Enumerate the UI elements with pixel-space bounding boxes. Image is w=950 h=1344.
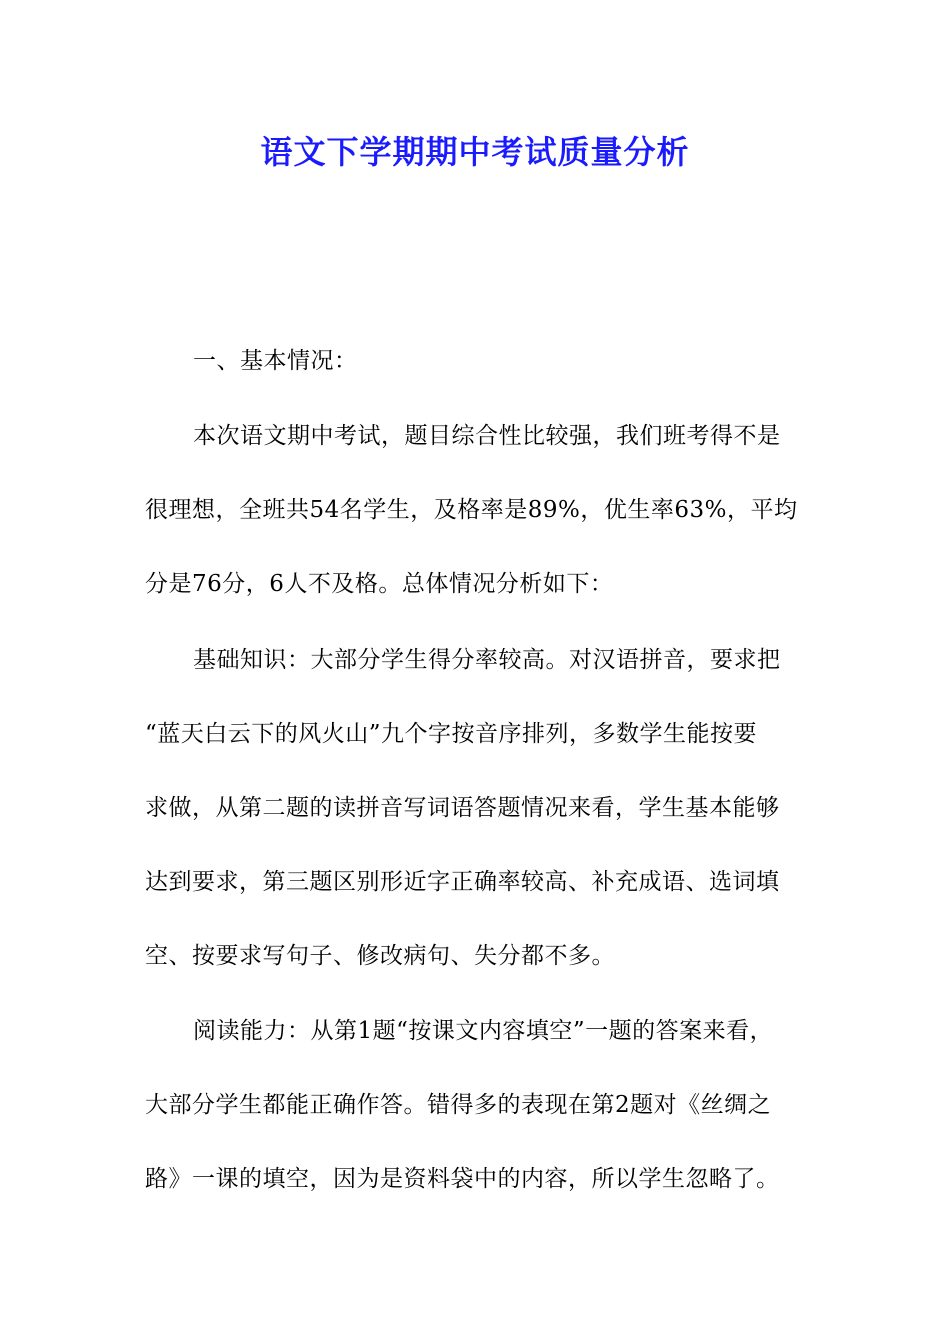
paragraph-line: “蓝天白云下的风火山”九个字按音序排列，多数学生能按要 (145, 721, 758, 747)
paragraph-line: 很理想，全班共54名学生，及格率是89%，优生率63%，平均 (145, 497, 798, 523)
paragraph-line: 求做，从第二题的读拼音写词语答题情况来看，学生基本能够 (145, 795, 780, 821)
paragraph-line: 路》一课的填空，因为是资料袋中的内容，所以学生忽略了。 (145, 1166, 780, 1192)
paragraph-line: 阅读能力：从第1题“按课文内容填空”一题的答案来看， (193, 1018, 774, 1044)
paragraph-line: 大部分学生都能正确作答。错得多的表现在第2题对《丝绸之 (145, 1092, 772, 1118)
paragraph-line: 达到要求，第三题区别形近字正确率较高、补充成语、选词填 (145, 869, 780, 895)
paragraph-line: 本次语文期中考试，题目综合性比较强，我们班考得不是 (193, 423, 781, 449)
section-heading: 一、基本情况： (193, 348, 358, 374)
document-title: 语文下学期期中考试质量分析 (260, 133, 690, 171)
paragraph-line: 空、按要求写句子、修改病句、失分都不多。 (145, 943, 615, 969)
paragraph-line: 基础知识：大部分学生得分率较高。对汉语拼音，要求把 (193, 647, 781, 673)
paragraph-line: 分是76分，6人不及格。总体情况分析如下： (145, 571, 614, 597)
